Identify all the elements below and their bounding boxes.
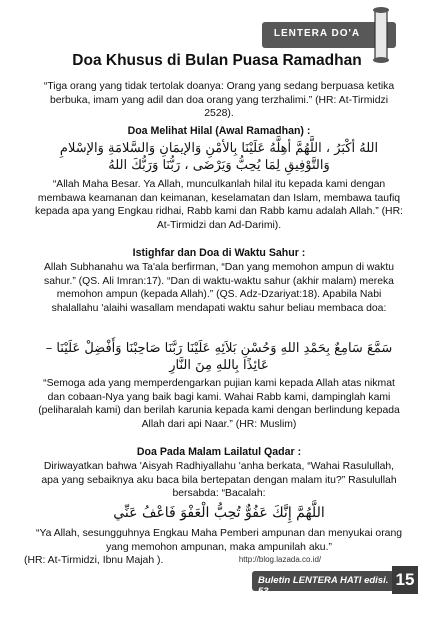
arabic-doa-sahur: سَمَّعَ سَامِعٌ بِحَمْدِ اللهِ وَحُسْنِ بَلاَئِهِ عَلَيْنَا رَبَّنَا صَاحِبْنَا وَأَفْضِلْ عَلَيْنَا – عَائِذًا بِاللهِ مِنَ النَّارِ xyxy=(45,341,393,373)
section-text-hilal: “Allah Maha Besar. Ya Allah, munculkanlah hilal itu kepada kami dengan membawa keamanan dan keimanan, keselamatan dan Islam, membawa taufiq kepada apa yang Engkau ridhai, Rabb kami dan Rabb kamu adalah Allah.” (HR: At-Tirmidzi dan Ad-Darimi). xyxy=(35,179,403,231)
header-banner-label: LENTERA DO'A xyxy=(273,28,361,39)
arabic-doa-lailatul-qadar: اللَّهُمَّ إِنَّكَ عَفُوٌّ تُحِبُّ الْعَفْوَ فَاعْفُ عَنِّي xyxy=(113,505,325,521)
section-source-lailatul-qadar: (HR: At-Tirmidzi, Ibnu Majah ). xyxy=(24,555,164,566)
arabic-doa-hilal: اللهُ أكْبَرُ ، اللَّهُمَّ أهِلَّهُ عَلَيْنَا بِالأمْنِ وَالإيمَانِ وَالسَّلامَةِ وَالإسْلامِ وَالتَّوْفِيقِ لِمَا يُحِبُّ وَيَرْضَى ، رَبُّنَا وَرَبُّكَ اللهُ xyxy=(59,141,379,173)
section-text-sahur: Allah Subhanahu wa Ta'ala berfirman, “Dan yang memohon ampun di waktu sahur.” (QS. Ali Imran:17). “Dan di waktu-waktu sahur (akhir malam) mereka memohon ampun (kepada Allah).” (QS. Adz-Dzariyat:18). Apabila Nabi shalallahu 'alaihi wasallam mendapati waktu sahur beliau membaca doa: xyxy=(43,262,395,314)
intro-paragraph: “Tiga orang yang tidak tertolak doanya: Orang yang sedang berpuasa ketika berbuka, imam yang adil dan doa orang yang terzhalimi.” (HR: At-Tirmidzi 2528). xyxy=(43,81,395,120)
page-title: Doa Khusus di Bulan Puasa Ramadhan xyxy=(72,52,362,69)
section-heading-sahur: Istighfar dan Doa di Waktu Sahur : xyxy=(132,247,306,259)
section-text2-lailatul-qadar: “Ya Allah, sesungguhnya Engkau Maha Pemberi ampunan dan menyukai orang yang memohon ampunan, maka ampunilah aku.” xyxy=(35,528,403,553)
section-heading-hilal: Doa Melihat Hilal (Awal Ramadhan) : xyxy=(127,125,311,137)
section-heading-lailatul-qadar: Doa Pada Malam Lailatul Qadar : xyxy=(136,446,302,458)
section-text2-sahur: “Semoga ada yang memperdengarkan pujian kami kepada Allah atas nikmat dan cobaan-Nya yang baik bagi kami. Wahai Rabb kami, dampinglah kami (peliharalah kami) dan berilah karunia kepada kami dengan berlindung kepada Allah dari api Naar.” (HR: Muslim) xyxy=(38,378,400,430)
footer-banner xyxy=(252,571,394,597)
section-text-lailatul-qadar: Diriwayatkan bahwa 'Aisyah Radhiyallahu 'anha berkata, “Wahai Rasulullah, apa yang sebaiknya aku baca bila bertepatan dengan malam itu?” Rasulullah bersabda: “Bacalah: xyxy=(41,461,397,500)
page-number: 15 xyxy=(392,566,418,594)
footer-label: Buletin LENTERA HATI edisi. 53 xyxy=(258,575,389,597)
image-url: http://blog.lazada.co.id/ xyxy=(238,555,322,564)
